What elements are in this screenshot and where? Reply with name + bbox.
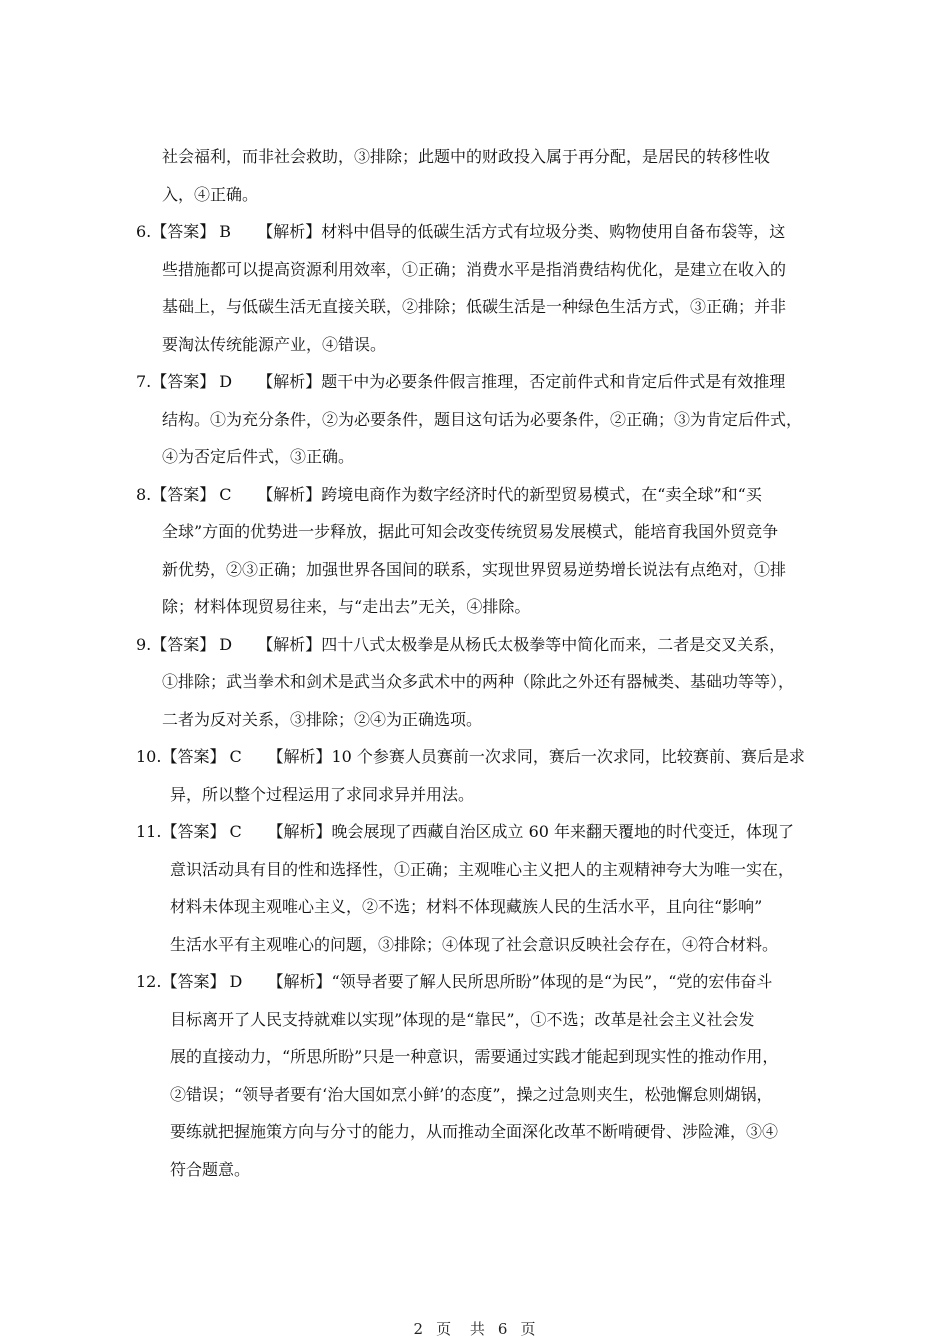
analysis-line: 材料未体现主观唯心主义，②不选；材料不体现藏族人民的生活水平，且向往“影响” xyxy=(170,897,763,916)
question-first-line xyxy=(0,363,950,401)
question-number: 9. xyxy=(136,634,152,654)
analysis-text: 题干中为必要条件假言推理，否定前件式和肯定后件式是有效推理 xyxy=(321,372,786,391)
analysis-line: 意识活动具有目的性和选择性，①正确；主观唯心主义把人的主观精神夸大为唯一实在， xyxy=(170,859,795,879)
answer-label: 【答案】 xyxy=(161,972,226,991)
answer-label: 【答案】 xyxy=(151,484,216,504)
analysis-line: 基础上，与低碳生活无直接关联，②排除；低碳生活是一种绿色生活方式，③正确；并非 xyxy=(162,297,787,316)
page-unit: 页 xyxy=(436,1320,453,1338)
answer-value: D xyxy=(219,634,233,654)
analysis-label: 【解析】 xyxy=(267,747,332,766)
analysis-label: 【解析】 xyxy=(257,222,322,241)
analysis-label: 【解析】 xyxy=(257,634,322,654)
analysis-line: ①排除；武当拳术和剑术是武当众多武术中的两种（除此之外还有器械类、基础功等等）， xyxy=(162,672,795,691)
question-first-line xyxy=(0,476,950,514)
analysis-line: 展的直接动力，“所思所盼”只是一种意识，需要通过实践才能起到现实性的推动作用， xyxy=(170,1047,779,1066)
analysis-label: 【解析】 xyxy=(257,484,322,504)
analysis-text: 材料中倡导的低碳生活方式有垃圾分类、购物使用自备布袋等，这 xyxy=(321,222,786,241)
analysis-line: 些措施都可以提高资源利用效率，①正确；消费水平是指消费结构优化，是建立在收入的 xyxy=(162,259,787,279)
answer-label: 【答案】 xyxy=(151,222,216,241)
question-first-line xyxy=(0,813,950,851)
analysis-line: ②错误；“领导者要有‘治大国如烹小鲜’的态度”，操之过急则夹生，松弛懈怠则煳锅， xyxy=(170,1084,773,1104)
question-first-line xyxy=(0,626,950,664)
answer-value: B xyxy=(219,222,232,241)
total-pages: 6 xyxy=(497,1320,509,1338)
analysis-label: 【解析】 xyxy=(267,972,332,991)
analysis-text: 跨境电商作为数字经济时代的新型贸易模式，在“卖全球”和“买 xyxy=(321,484,762,504)
analysis-label: 【解析】 xyxy=(257,372,322,391)
analysis-label: 【解析】 xyxy=(267,822,332,841)
analysis-line: 二者为反对关系，③排除；②④为正确选项。 xyxy=(162,709,483,729)
total-prefix: 共 xyxy=(469,1320,486,1338)
total-unit: 页 xyxy=(520,1320,537,1338)
analysis-line: 异，所以整个过程运用了求同求异并用法。 xyxy=(170,784,475,804)
question-number: 7. xyxy=(136,372,152,391)
analysis-text: “领导者要了解人民所思所盼”体现的是“为民”，“党的宏伟奋斗 xyxy=(331,972,773,991)
analysis-line: 要淘汰传统能源产业，④错误。 xyxy=(162,334,387,354)
analysis-line: ④为否定后件式，③正确。 xyxy=(162,447,355,466)
analysis-line: 除；材料体现贸易往来，与“走出去”无关，④排除。 xyxy=(162,597,531,616)
analysis-line: 新优势，②③正确；加强世界各国间的联系，实现世界贸易逆势增长说法有点绝对，①排 xyxy=(162,559,787,579)
answer-label: 【答案】 xyxy=(161,822,226,841)
question-first-line xyxy=(0,738,950,776)
analysis-text: 晚会展现了西藏自治区成立 60 年来翻天覆地的时代变迁，体现了 xyxy=(331,822,795,841)
question-number: 12. xyxy=(136,972,162,991)
answer-label: 【答案】 xyxy=(151,634,216,654)
answer-value: D xyxy=(229,972,243,991)
continuation-line: 社会福利，而非社会救助，③排除；此题中的财政投入属于再分配，是居民的转移性收 xyxy=(162,147,771,166)
analysis-line: 目标离开了人民支持就难以实现”体现的是“靠民”，①不选；改革是社会主义社会发 xyxy=(170,1009,755,1029)
analysis-line: 符合题意。 xyxy=(170,1159,251,1179)
answer-value: C xyxy=(229,822,242,841)
question-first-line xyxy=(0,213,950,251)
analysis-line: 结构。①为充分条件，②为必要条件，题目这句话为必要条件，②正确；③为肯定后件式， xyxy=(162,409,803,429)
analysis-line: 生活水平有主观唯心的问题，③排除；④体现了社会意识反映社会存在，④符合材料。 xyxy=(170,934,779,954)
answer-content xyxy=(0,138,950,1188)
question-number: 11. xyxy=(136,822,162,841)
continuation-line: 入，④正确。 xyxy=(162,184,259,204)
question-number: 6. xyxy=(136,222,152,241)
page-number: 2 xyxy=(413,1320,425,1338)
question-first-line xyxy=(0,963,950,1001)
answer-value: C xyxy=(219,484,232,504)
question-number: 10. xyxy=(136,747,162,766)
question-number: 8. xyxy=(136,484,152,504)
analysis-text: 10 个参赛人员赛前一次求同，赛后一次求同，比较赛前、赛后是求 xyxy=(331,747,805,766)
analysis-line: 要练就把握施策方向与分寸的能力，从而推动全面深化改革不断啃硬骨、涉险滩，③④ xyxy=(170,1122,779,1141)
answer-value: D xyxy=(219,372,233,391)
analysis-text: 四十八式太极拳是从杨氏太极拳等中简化而来，二者是交叉关系， xyxy=(321,634,786,654)
page-footer xyxy=(0,1318,950,1339)
answer-value: C xyxy=(229,747,242,766)
answer-label: 【答案】 xyxy=(161,747,226,766)
answer-label: 【答案】 xyxy=(151,372,216,391)
analysis-line: 全球”方面的优势进一步释放，据此可知会改变传统贸易发展模式，能培育我国外贸竞争 xyxy=(162,522,779,541)
